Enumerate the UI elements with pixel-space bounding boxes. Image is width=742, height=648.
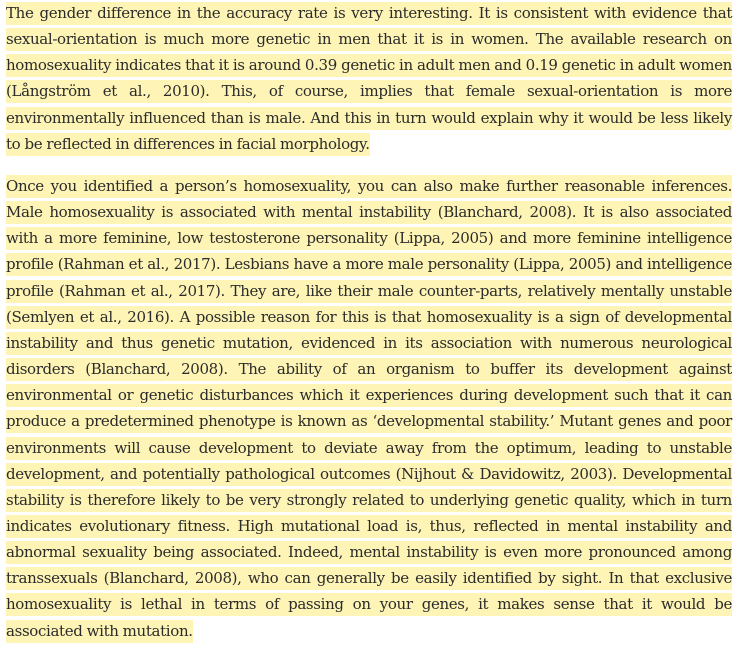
document-body xyxy=(6,0,732,644)
paragraph-1 xyxy=(6,0,732,157)
highlighted-text-2[interactable]: Once you identified a person’s homosexuality, you can also make further reasonable inferences. Male homosexuality is associated with mental instability (Blanchard, 2008). It is also associated with a more feminine, low testosterone personality (Lippa, 2005) and more feminine intelligence profile (Rahman et al., 2017). Lesbians have a more male personality (Lippa, 2005) and intelligence profile (Rahman et al., 2017). They are, like their male counter-parts, relatively mentally unstable (Semlyen et al., 2016). A possible reason for this is that homosexuality is a sign of developmental instability and thus genetic mutation, evidenced in its association with numerous neurological disorders (Blanchard, 2008). The ability of an organism to buffer its development against environmental or genetic disturbances which it experiences during development such that it can produce a predetermined phenotype is known as ‘developmental stability.’ Mutant genes and poor environments will cause development to deviate away from the optimum, leading to unstable development, and potentially pathological outcomes (Nijhout & Davidowitz, 2003). Developmental stability is therefore likely to be very strongly related to underlying genetic quality, which in turn indicates evolutionary fitness. High mutational load is, thus, reflected in mental instability and abnormal sexuality being associated. Indeed, mental instability is even more pronounced among transsexuals (Blanchard, 2008), who can generally be easily identified by sight. In that exclusive homosexuality is lethal in terms of passing on your genes, it makes sense that it would be associated with mutation. xyxy=(6,175,732,643)
paragraph-2 xyxy=(6,173,732,644)
highlighted-text-1[interactable]: The gender difference in the accuracy rate is very interesting. It is consistent with evidence that sexual-orientation is much more genetic in men that it is in women. The available research on homosexuality indicates that it is around 0.39 genetic in adult men and 0.19 genetic in adult women (Långström et al., 2010). This, of course, implies that female sexual-orientation is more environmentally influenced than is male. And this in turn would explain why it would be less likely to be reflected in differences in facial morphology. xyxy=(6,2,732,156)
